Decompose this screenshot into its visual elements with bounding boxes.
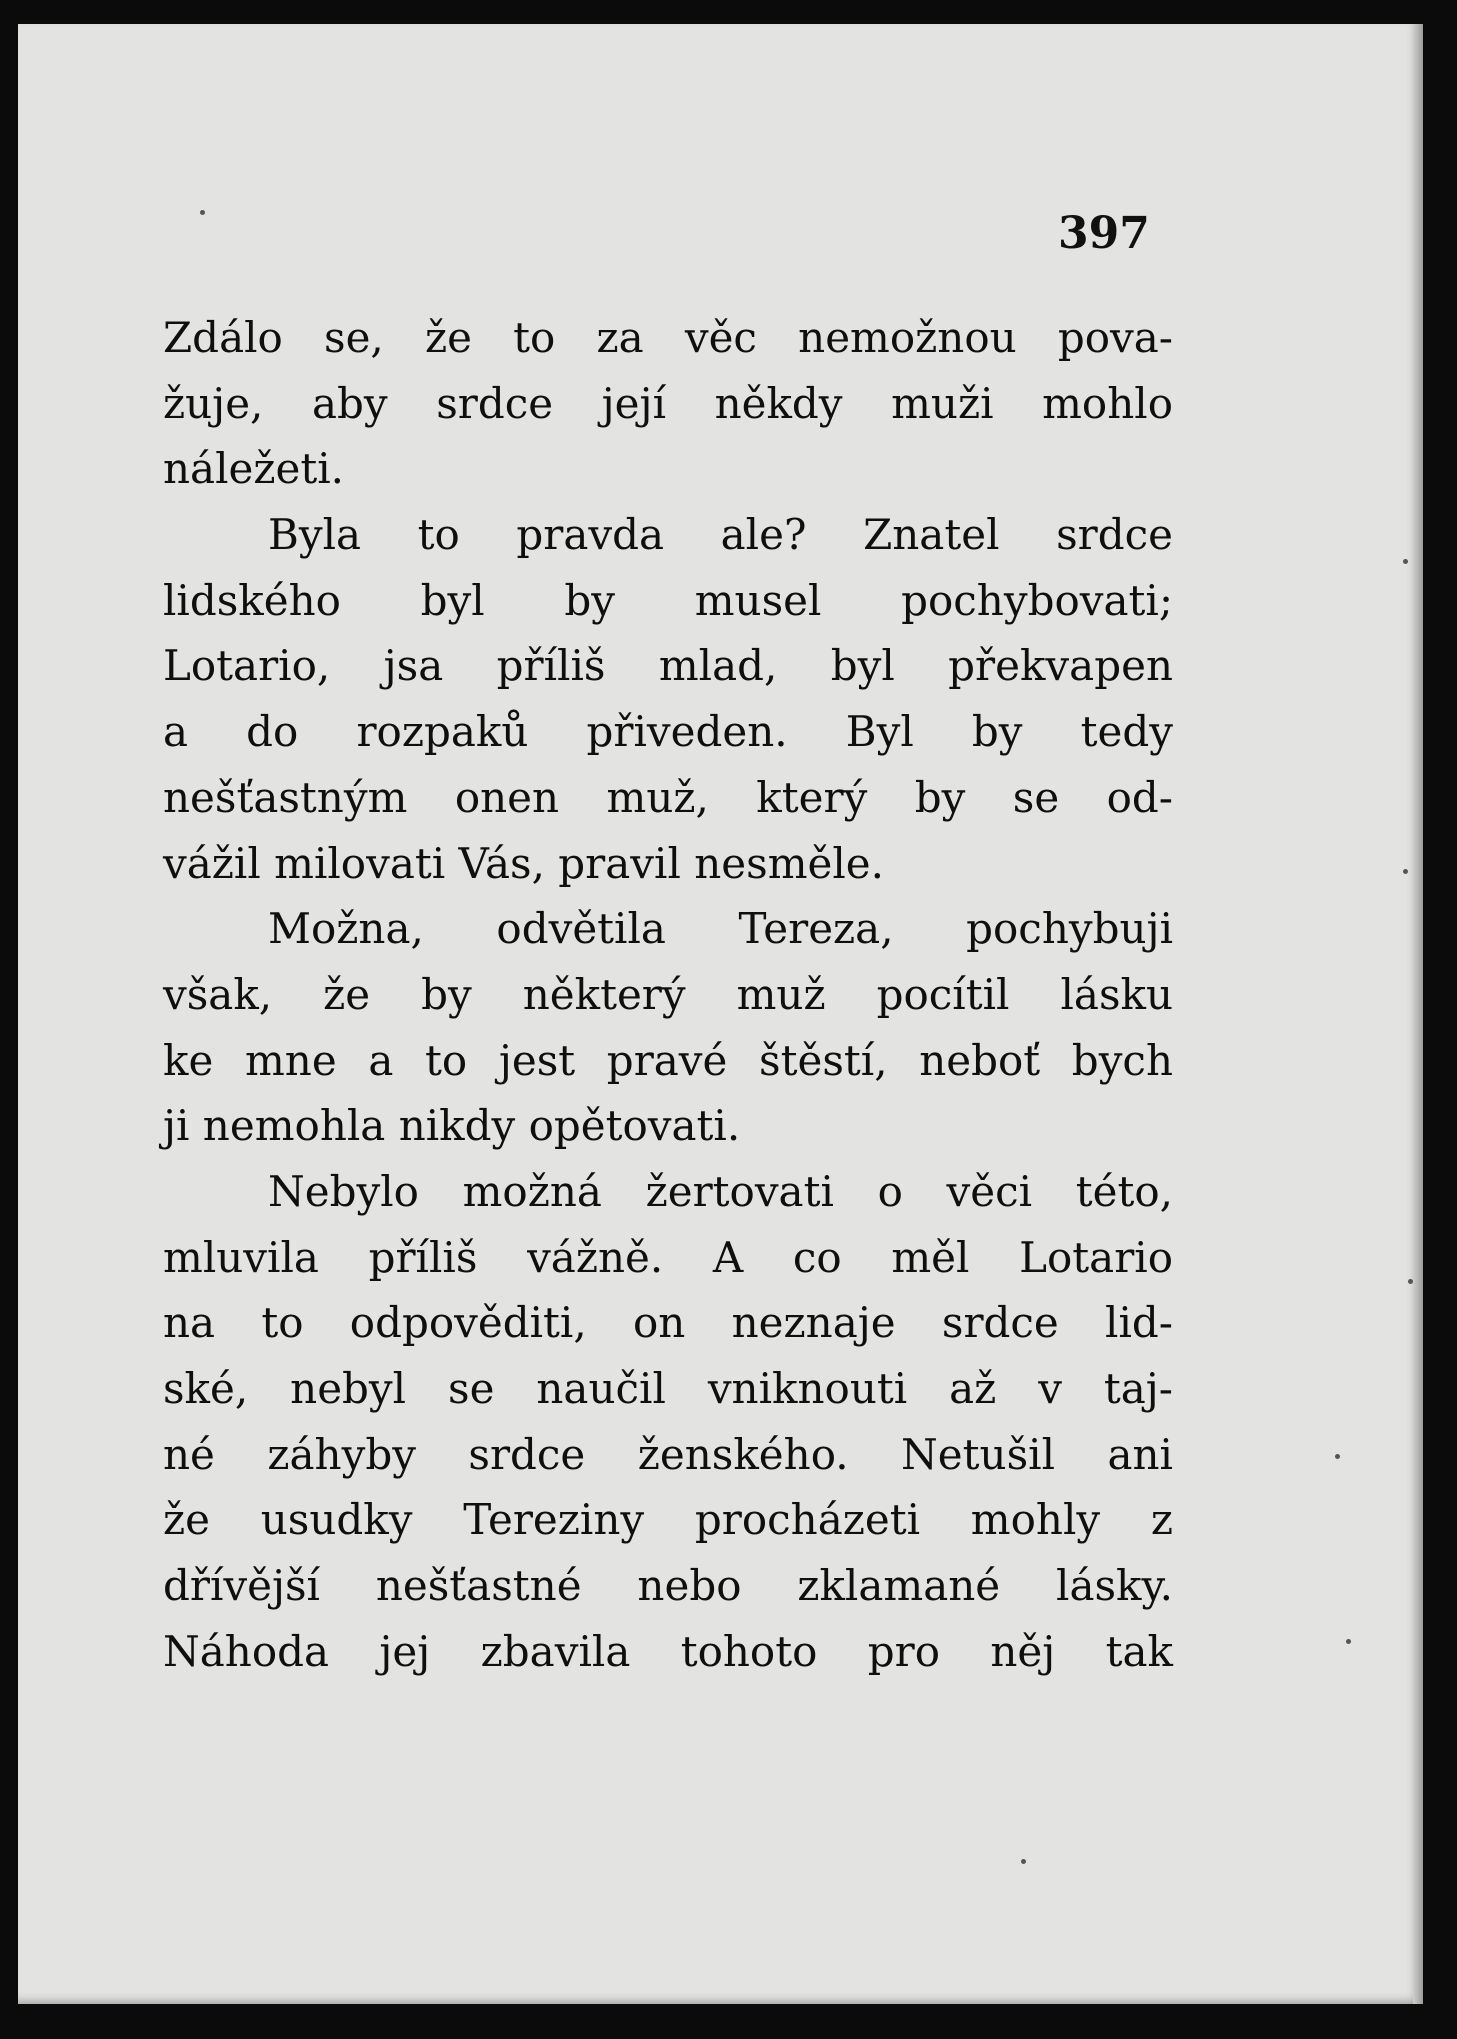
text-line: Možna, odvětila Tereza, pochybuji	[268, 904, 1173, 954]
paper-speck	[1403, 869, 1408, 874]
text-line: ke mne a to jest pravé štěstí, neboť bych	[163, 1035, 1173, 1085]
text-line: Byla to pravda ale? Znatel srdce	[268, 510, 1173, 560]
text-line: náležeti.	[163, 444, 345, 494]
paper-speck	[1335, 1454, 1340, 1459]
text-line: na to odpověditi, on neznaje srdce lid-	[163, 1298, 1173, 1348]
text-line: nešťastným onen muž, který by se od-	[163, 772, 1173, 822]
paper-speck	[200, 210, 205, 215]
text-line: a do rozpaků přiveden. Byl by tedy	[163, 707, 1173, 757]
text-line: však, že by některý muž pocítil lásku	[163, 969, 1173, 1019]
paper-speck	[1403, 559, 1408, 564]
page-text	[163, 305, 1173, 1684]
text-line: Nebylo možná žertovati o věci této,	[268, 1166, 1173, 1216]
text-line: dřívější nešťastné nebo zklamané lásky.	[163, 1561, 1173, 1611]
text-line: mluvila příliš vážně. A co měl Lotario	[163, 1232, 1173, 1282]
text-line: ji nemohla nikdy opětovati.	[163, 1101, 741, 1151]
text-line: né záhyby srdce ženského. Netušil ani	[163, 1429, 1173, 1479]
text-line: vážil milovati Vás, pravil nesměle.	[163, 838, 885, 888]
paper-speck	[1021, 1859, 1026, 1864]
paper-speck	[1408, 1279, 1413, 1284]
text-line: ské, nebyl se naučil vniknouti až v taj-	[163, 1364, 1173, 1413]
page-edge	[1413, 24, 1423, 2004]
text-line: Náhoda jej zbavila tohoto pro něj tak	[163, 1626, 1173, 1676]
book-page	[18, 24, 1423, 2004]
text-line: že usudky Tereziny procházeti mohly z	[163, 1495, 1173, 1545]
text-line: žuje, aby srdce její někdy muži mohlo	[163, 378, 1173, 428]
text-line: Zdálo se, že to za věc nemožnou pova-	[163, 313, 1173, 362]
paper-speck	[1346, 1639, 1351, 1644]
text-line: Lotario, jsa příliš mlad, byl překvapen	[163, 641, 1173, 691]
page-number: 397	[1058, 208, 1150, 259]
text-line: lidského byl by musel pochybovati;	[163, 575, 1173, 625]
